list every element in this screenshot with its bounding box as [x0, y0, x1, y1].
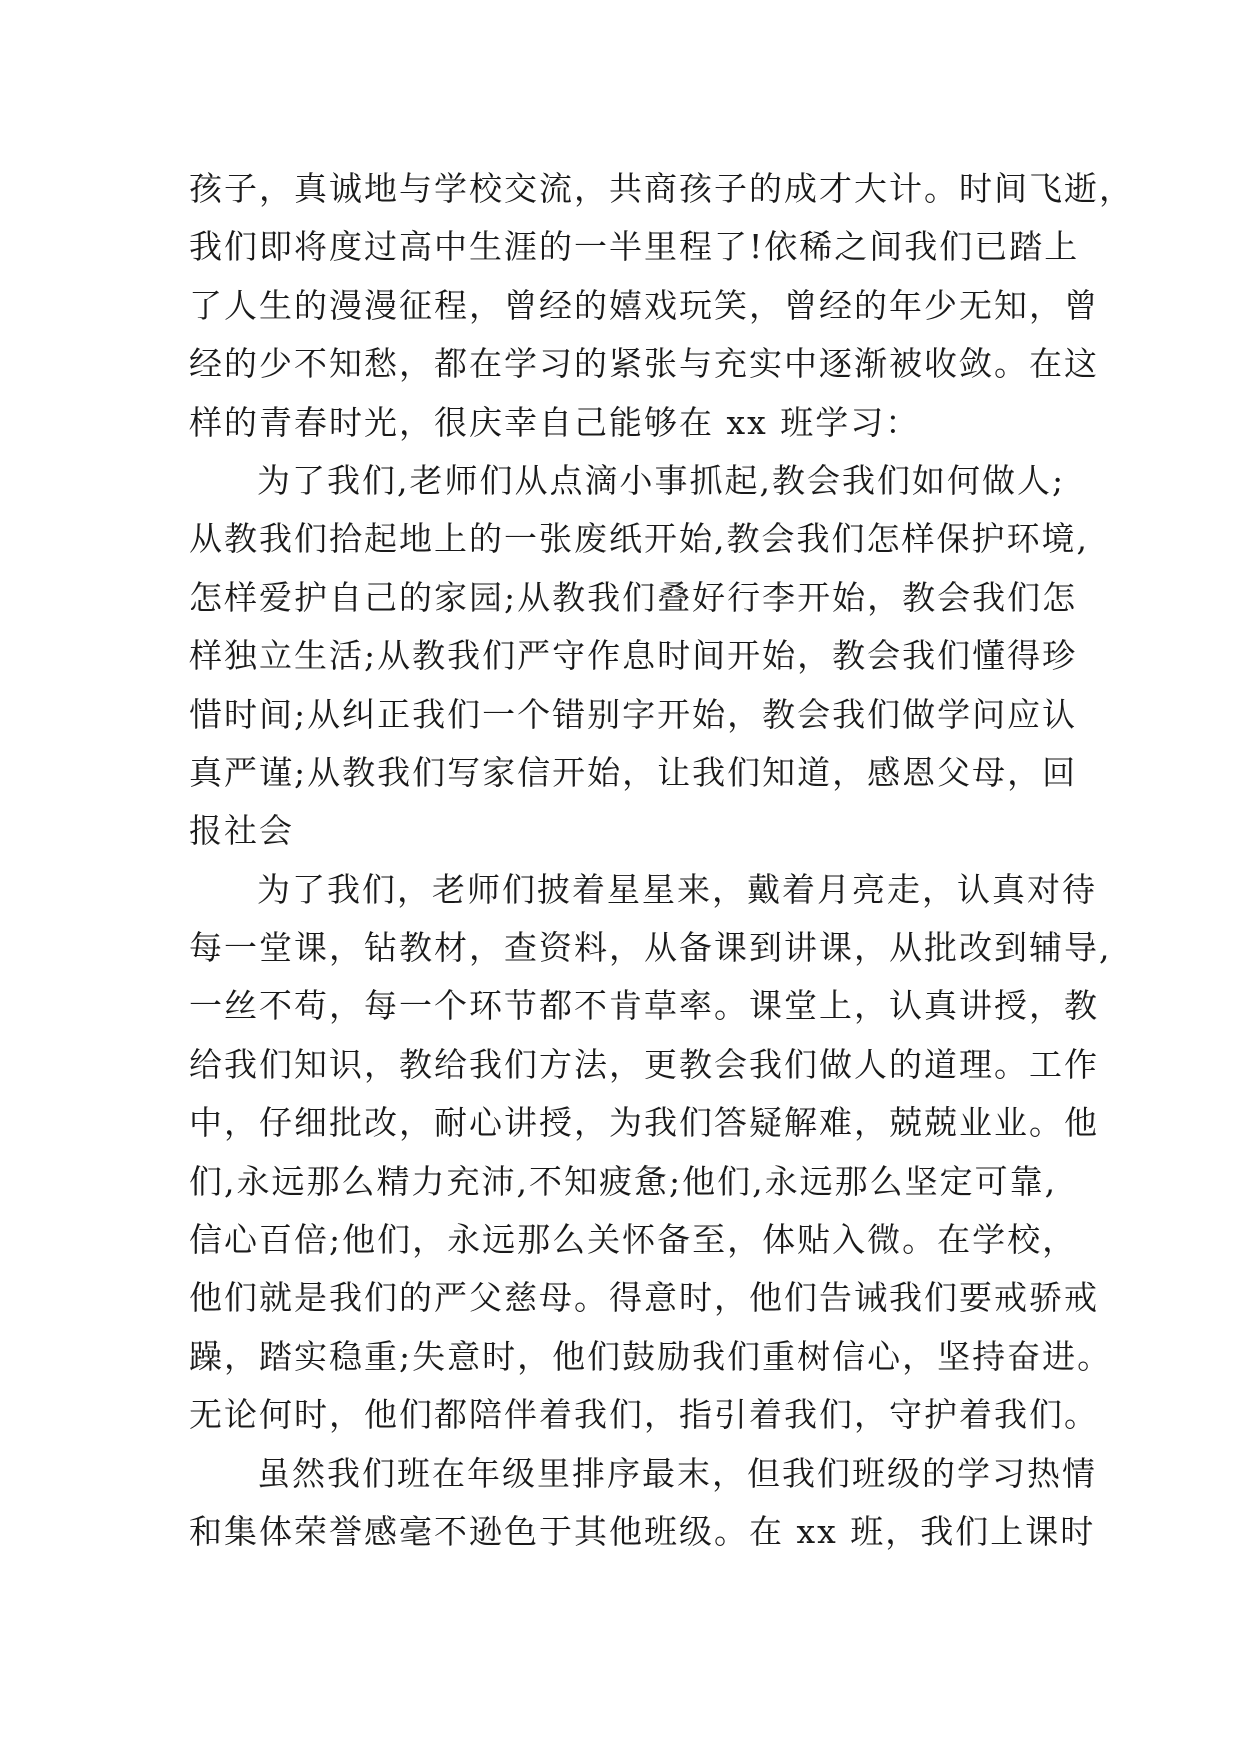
- text-line: 信心百倍;他们，永远那么关怀备至，体贴入微。在学校，: [189, 1220, 1078, 1260]
- text-line: 给我们知识，教给我们方法，更教会我们做人的道理。工作: [189, 1044, 1099, 1084]
- text-line: 样的青春时光，很庆幸自己能够在 xx 班学习：: [189, 402, 921, 442]
- text-line: 怎样爱护自己的家园;从教我们叠好行李开始，教会我们怎: [189, 577, 1078, 617]
- text-line: 虽然我们班在年级里排序最末，但我们班级的学习热情: [257, 1453, 1097, 1493]
- text-line: 真严谨;从教我们写家信开始，让我们知道，感恩父母，回: [189, 752, 1078, 792]
- text-line: 报社会: [189, 811, 294, 851]
- text-line: 和集体荣誉感毫不逊色于其他班级。在 xx 班，我们上课时: [189, 1511, 1096, 1551]
- text-line: 从教我们拾起地上的一张废纸开始,教会我们怎样保护环境,: [189, 519, 1089, 559]
- text-line: 们,永远那么精力充沛,不知疲惫;他们,永远那么坚定可靠,: [189, 1161, 1058, 1201]
- text-line: 我们即将度过高中生涯的一半里程了!依稀之间我们已踏上: [189, 227, 1080, 267]
- text-line: 惜时间;从纠正我们一个错别字开始，教会我们做学问应认: [189, 694, 1078, 734]
- text-line: 躁，踏实稳重;失意时，他们鼓励我们重树信心，坚持奋进。: [189, 1336, 1113, 1376]
- text-line: 了人生的漫漫征程，曾经的嬉戏玩笑，曾经的年少无知，曾: [189, 285, 1099, 325]
- text-line: 为了我们，老师们披着星星来，戴着月亮走，认真对待: [257, 869, 1097, 909]
- text-line: 为了我们,老师们从点滴小事抓起,教会我们如何做人;: [257, 460, 1066, 500]
- body-text: [189, 160, 1134, 1561]
- text-line: 孩子，真诚地与学校交流，共商孩子的成才大计。时间飞逝，: [189, 169, 1134, 208]
- text-line: 他们就是我们的严父慈母。得意时，他们告诫我们要戒骄戒: [189, 1278, 1099, 1318]
- text-line: 样独立生活;从教我们严守作息时间开始，教会我们懂得珍: [189, 636, 1078, 676]
- text-line: 一丝不苟，每一个环节都不肯草率。课堂上，认真讲授，教: [189, 986, 1099, 1026]
- text-line: 无论何时，他们都陪伴着我们，指引着我们，守护着我们。: [189, 1395, 1099, 1435]
- text-line: 经的少不知愁，都在学习的紧张与充实中逐渐被收敛。在这: [189, 344, 1099, 384]
- text-line: 中，仔细批改，耐心讲授，为我们答疑解难，兢兢业业。他: [189, 1103, 1099, 1143]
- text-line: 每一堂课，钻教材，查资料，从备课到讲课，从批改到辅导,: [189, 928, 1112, 968]
